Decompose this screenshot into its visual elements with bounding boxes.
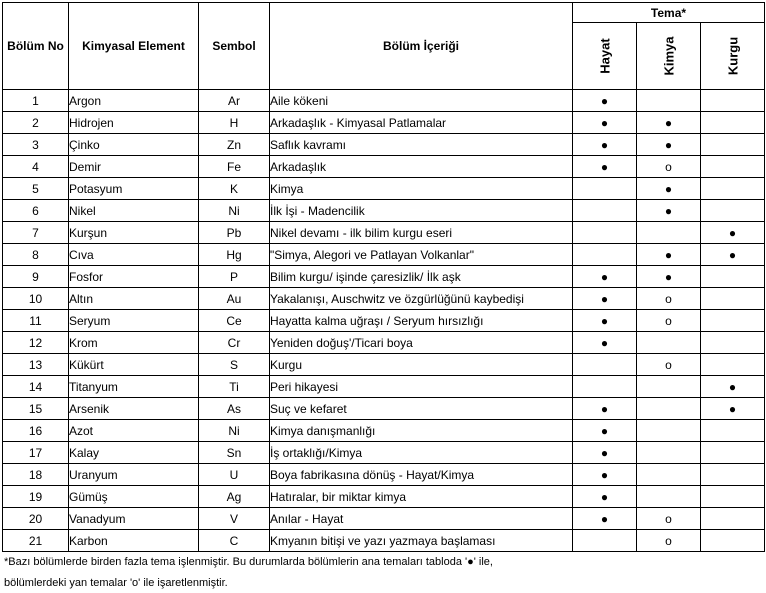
element-cell: Cıva — [69, 244, 199, 266]
symbol-cell: Au — [199, 288, 270, 310]
kimya-mark-cell: ● — [637, 244, 701, 266]
kurgu-mark-cell — [701, 530, 765, 552]
table-row — [3, 200, 765, 222]
kimya-mark-cell — [637, 464, 701, 486]
content-cell: Aile kökeni — [270, 90, 573, 112]
content-cell: Kimya — [270, 178, 573, 200]
element-cell: Demir — [69, 156, 199, 178]
element-cell: Karbon — [69, 530, 199, 552]
content-cell: Kimya danışmanlığı — [270, 420, 573, 442]
hayat-mark-cell: ● — [573, 464, 637, 486]
symbol-cell: Ar — [199, 90, 270, 112]
symbol-cell: Hg — [199, 244, 270, 266]
header-theme-hayat: Hayat — [573, 23, 637, 90]
chapter-no-cell: 17 — [3, 442, 69, 464]
symbol-cell: Zn — [199, 134, 270, 156]
content-cell: Hatıralar, bir miktar kimya — [270, 486, 573, 508]
table-row — [3, 354, 765, 376]
hayat-mark-cell — [573, 178, 637, 200]
symbol-cell: C — [199, 530, 270, 552]
chapter-no-cell: 1 — [3, 90, 69, 112]
hayat-mark-cell: ● — [573, 288, 637, 310]
element-cell: Titanyum — [69, 376, 199, 398]
chapter-no-cell: 19 — [3, 486, 69, 508]
table-row — [3, 464, 765, 486]
table-row — [3, 222, 765, 244]
hayat-mark-cell: ● — [573, 156, 637, 178]
chapter-no-cell: 16 — [3, 420, 69, 442]
hayat-mark-cell — [573, 376, 637, 398]
symbol-cell: H — [199, 112, 270, 134]
symbol-cell: V — [199, 508, 270, 530]
content-cell: Bilim kurgu/ işinde çaresizlik/ İlk aşk — [270, 266, 573, 288]
chapter-no-cell: 21 — [3, 530, 69, 552]
table-row — [3, 486, 765, 508]
symbol-cell: Ni — [199, 200, 270, 222]
hayat-mark-cell: ● — [573, 486, 637, 508]
chapter-no-cell: 20 — [3, 508, 69, 530]
chapter-no-cell: 11 — [3, 310, 69, 332]
kimya-mark-cell: ● — [637, 178, 701, 200]
table-row — [3, 398, 765, 420]
hayat-mark-cell — [573, 244, 637, 266]
element-cell: Kükürt — [69, 354, 199, 376]
chapter-no-cell: 7 — [3, 222, 69, 244]
table-row — [3, 156, 765, 178]
symbol-cell: Ni — [199, 420, 270, 442]
header-symbol: Sembol — [199, 3, 270, 90]
kurgu-mark-cell: ● — [701, 398, 765, 420]
chapter-no-cell: 10 — [3, 288, 69, 310]
kimya-mark-cell: o — [637, 156, 701, 178]
element-cell: Potasyum — [69, 178, 199, 200]
header-content: Bölüm İçeriği — [270, 3, 573, 90]
kurgu-mark-cell — [701, 200, 765, 222]
table-row — [3, 112, 765, 134]
hayat-mark-cell: ● — [573, 310, 637, 332]
kimya-mark-cell: ● — [637, 112, 701, 134]
element-cell: Krom — [69, 332, 199, 354]
kurgu-mark-cell — [701, 112, 765, 134]
content-cell: Hayatta kalma uğraşı / Seryum hırsızlığı — [270, 310, 573, 332]
hayat-mark-cell: ● — [573, 442, 637, 464]
element-cell: Vanadyum — [69, 508, 199, 530]
hayat-mark-cell: ● — [573, 112, 637, 134]
symbol-cell: Fe — [199, 156, 270, 178]
kimya-mark-cell — [637, 222, 701, 244]
kurgu-mark-cell — [701, 156, 765, 178]
table-row — [3, 376, 765, 398]
element-cell: Çinko — [69, 134, 199, 156]
symbol-cell: Ce — [199, 310, 270, 332]
kimya-mark-cell — [637, 332, 701, 354]
kurgu-mark-cell — [701, 178, 765, 200]
kurgu-mark-cell — [701, 332, 765, 354]
chapter-theme-table — [2, 2, 765, 552]
symbol-cell: P — [199, 266, 270, 288]
symbol-cell: Cr — [199, 332, 270, 354]
kimya-mark-cell: ● — [637, 266, 701, 288]
hayat-mark-cell — [573, 354, 637, 376]
hayat-mark-cell: ● — [573, 508, 637, 530]
element-cell: Kalay — [69, 442, 199, 464]
table-row — [3, 178, 765, 200]
content-cell: İlk İşi - Madencilik — [270, 200, 573, 222]
table-row — [3, 420, 765, 442]
chapter-no-cell: 2 — [3, 112, 69, 134]
kimya-mark-cell: ● — [637, 200, 701, 222]
kimya-mark-cell — [637, 486, 701, 508]
content-cell: Kmyanın bitişi ve yazı yazmaya başlaması — [270, 530, 573, 552]
kurgu-mark-cell — [701, 266, 765, 288]
chapter-no-cell: 4 — [3, 156, 69, 178]
kimya-mark-cell — [637, 90, 701, 112]
symbol-cell: U — [199, 464, 270, 486]
kimya-mark-cell — [637, 442, 701, 464]
element-cell: Hidrojen — [69, 112, 199, 134]
table-row — [3, 90, 765, 112]
hayat-mark-cell: ● — [573, 266, 637, 288]
hayat-mark-cell: ● — [573, 90, 637, 112]
hayat-mark-cell: ● — [573, 420, 637, 442]
chapter-no-cell: 12 — [3, 332, 69, 354]
chapter-no-cell: 13 — [3, 354, 69, 376]
chapter-no-cell: 8 — [3, 244, 69, 266]
symbol-cell: K — [199, 178, 270, 200]
kurgu-mark-cell: ● — [701, 244, 765, 266]
content-cell: Suç ve kefaret — [270, 398, 573, 420]
table-row — [3, 310, 765, 332]
kurgu-mark-cell: ● — [701, 376, 765, 398]
footnote-line-2: bölümlerdeki yan temalar 'o' ile işaretlenmiştir. — [4, 577, 228, 589]
chapter-no-cell: 6 — [3, 200, 69, 222]
chapter-no-cell: 14 — [3, 376, 69, 398]
kurgu-mark-cell — [701, 90, 765, 112]
kimya-mark-cell: o — [637, 508, 701, 530]
chapter-no-cell: 5 — [3, 178, 69, 200]
element-cell: Seryum — [69, 310, 199, 332]
content-cell: Arkadaşlık - Kimyasal Patlamalar — [270, 112, 573, 134]
table-row — [3, 442, 765, 464]
table-row — [3, 134, 765, 156]
kurgu-mark-cell — [701, 310, 765, 332]
header-chapter-no: Bölüm No — [3, 3, 69, 90]
chapter-no-cell: 18 — [3, 464, 69, 486]
symbol-cell: As — [199, 398, 270, 420]
element-cell: Azot — [69, 420, 199, 442]
kurgu-mark-cell — [701, 288, 765, 310]
element-cell: Fosfor — [69, 266, 199, 288]
chapter-no-cell: 3 — [3, 134, 69, 156]
header-theme-kurgu: Kurgu — [701, 23, 765, 90]
header-theme-kimya: Kimya — [637, 23, 701, 90]
kimya-mark-cell: o — [637, 310, 701, 332]
element-cell: Kurşun — [69, 222, 199, 244]
table-row — [3, 244, 765, 266]
hayat-mark-cell — [573, 200, 637, 222]
element-cell: Gümüş — [69, 486, 199, 508]
kurgu-mark-cell — [701, 486, 765, 508]
kimya-mark-cell — [637, 398, 701, 420]
hayat-mark-cell: ● — [573, 134, 637, 156]
symbol-cell: Ag — [199, 486, 270, 508]
table-row — [3, 508, 765, 530]
kimya-mark-cell: o — [637, 288, 701, 310]
symbol-cell: Pb — [199, 222, 270, 244]
element-cell: Argon — [69, 90, 199, 112]
content-cell: Arkadaşlık — [270, 156, 573, 178]
content-cell: Boya fabrikasına dönüş - Hayat/Kimya — [270, 464, 573, 486]
chapter-no-cell: 15 — [3, 398, 69, 420]
content-cell: Yeniden doğuş'/Ticari boya — [270, 332, 573, 354]
symbol-cell: S — [199, 354, 270, 376]
element-cell: Nikel — [69, 200, 199, 222]
kimya-mark-cell: ● — [637, 134, 701, 156]
kurgu-mark-cell — [701, 354, 765, 376]
hayat-mark-cell — [573, 530, 637, 552]
content-cell: İş ortaklığı/Kimya — [270, 442, 573, 464]
content-cell: "Simya, Alegori ve Patlayan Volkanlar" — [270, 244, 573, 266]
content-cell: Kurgu — [270, 354, 573, 376]
content-cell: Anılar - Hayat — [270, 508, 573, 530]
table-row — [3, 266, 765, 288]
element-cell: Altın — [69, 288, 199, 310]
kurgu-mark-cell — [701, 442, 765, 464]
content-cell: Saflık kavramı — [270, 134, 573, 156]
header-theme: Tema* — [573, 3, 765, 23]
footnote-line-1: *Bazı bölümlerde birden fazla tema işlenmiştir. Bu durumlarda bölümlerin ana temaları tabloda '●' ile, — [4, 556, 493, 568]
hayat-mark-cell: ● — [573, 332, 637, 354]
element-cell: Arsenik — [69, 398, 199, 420]
content-cell: Nikel devamı - ilk bilim kurgu eseri — [270, 222, 573, 244]
kurgu-mark-cell: ● — [701, 222, 765, 244]
kurgu-mark-cell — [701, 134, 765, 156]
table-row — [3, 332, 765, 354]
symbol-cell: Ti — [199, 376, 270, 398]
chapter-no-cell: 9 — [3, 266, 69, 288]
content-cell: Peri hikayesi — [270, 376, 573, 398]
kurgu-mark-cell — [701, 420, 765, 442]
kimya-mark-cell — [637, 420, 701, 442]
kurgu-mark-cell — [701, 464, 765, 486]
element-cell: Uranyum — [69, 464, 199, 486]
table-row — [3, 288, 765, 310]
table-row — [3, 530, 765, 552]
hayat-mark-cell — [573, 222, 637, 244]
kimya-mark-cell: o — [637, 530, 701, 552]
kimya-mark-cell: o — [637, 354, 701, 376]
kurgu-mark-cell — [701, 508, 765, 530]
symbol-cell: Sn — [199, 442, 270, 464]
kimya-mark-cell — [637, 376, 701, 398]
hayat-mark-cell: ● — [573, 398, 637, 420]
content-cell: Yakalanışı, Auschwitz ve özgürlüğünü kaybedişi — [270, 288, 573, 310]
header-element: Kimyasal Element — [69, 3, 199, 90]
